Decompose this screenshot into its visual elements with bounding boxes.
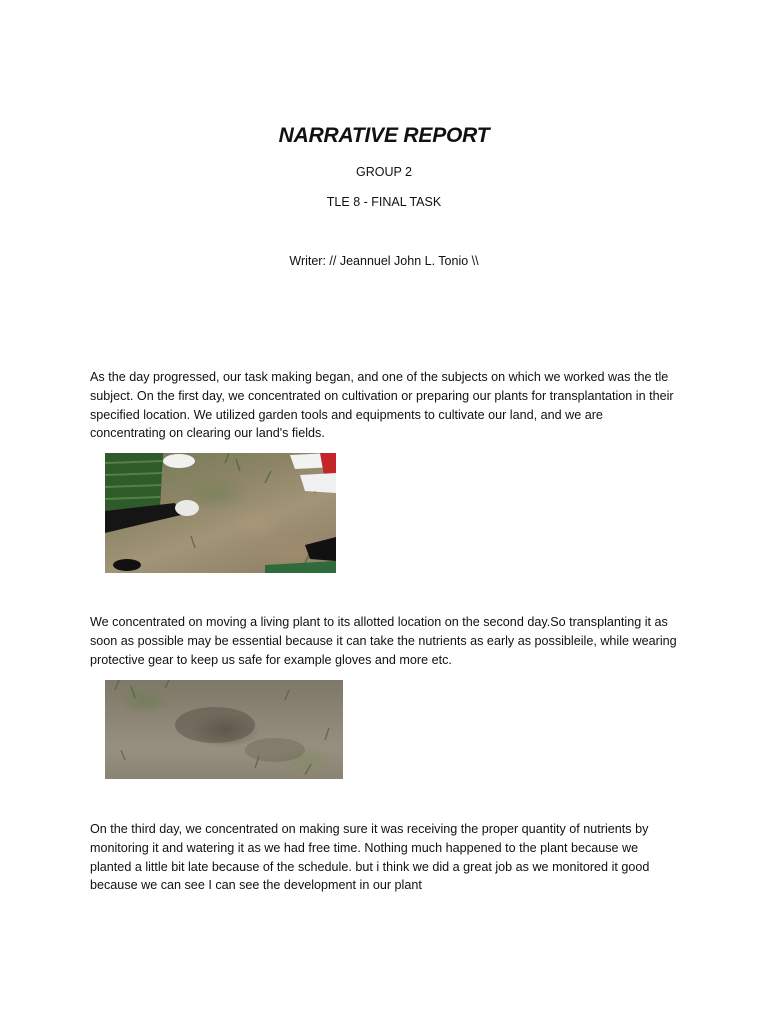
soil-plot-photo xyxy=(105,680,343,779)
cultivation-photo xyxy=(105,453,336,573)
task-label: TLE 8 - FINAL TASK xyxy=(326,195,442,209)
paragraph-day-two: We concentrated on moving a living plant to its allotted location on the second day.So transplanting it as soon as possible may be essential because it can take the nutrients as early as possibleile, while wearing protective gear to keep us safe for example gloves and more etc. xyxy=(90,615,677,667)
paragraph-day-one: As the day progressed, our task making began, and one of the subjects on which we worked was the tle subject. On the first day, we concentrated on cultivation or preparing our plants for transplantation in their specified location. We utilized garden tools and equipments to cultivate our land, and we are concentrating on clearing our land's fields. xyxy=(90,370,674,441)
paragraph-day-three: On the third day, we concentrated on making sure it was receiving the proper quantity of nutrients by monitoring it and watering it as we had free time. Nothing much happened to the plant because we planted a little bit late because of the schedule. but i think we did a great job as we monitored it good because we can see I can see the development in our plant xyxy=(90,822,650,893)
report-title: NARRATIVE REPORT xyxy=(278,124,490,147)
writer-label: Writer: // Jeannuel John L. Tonio \\ xyxy=(289,254,479,268)
group-label: GROUP 2 xyxy=(355,165,413,179)
